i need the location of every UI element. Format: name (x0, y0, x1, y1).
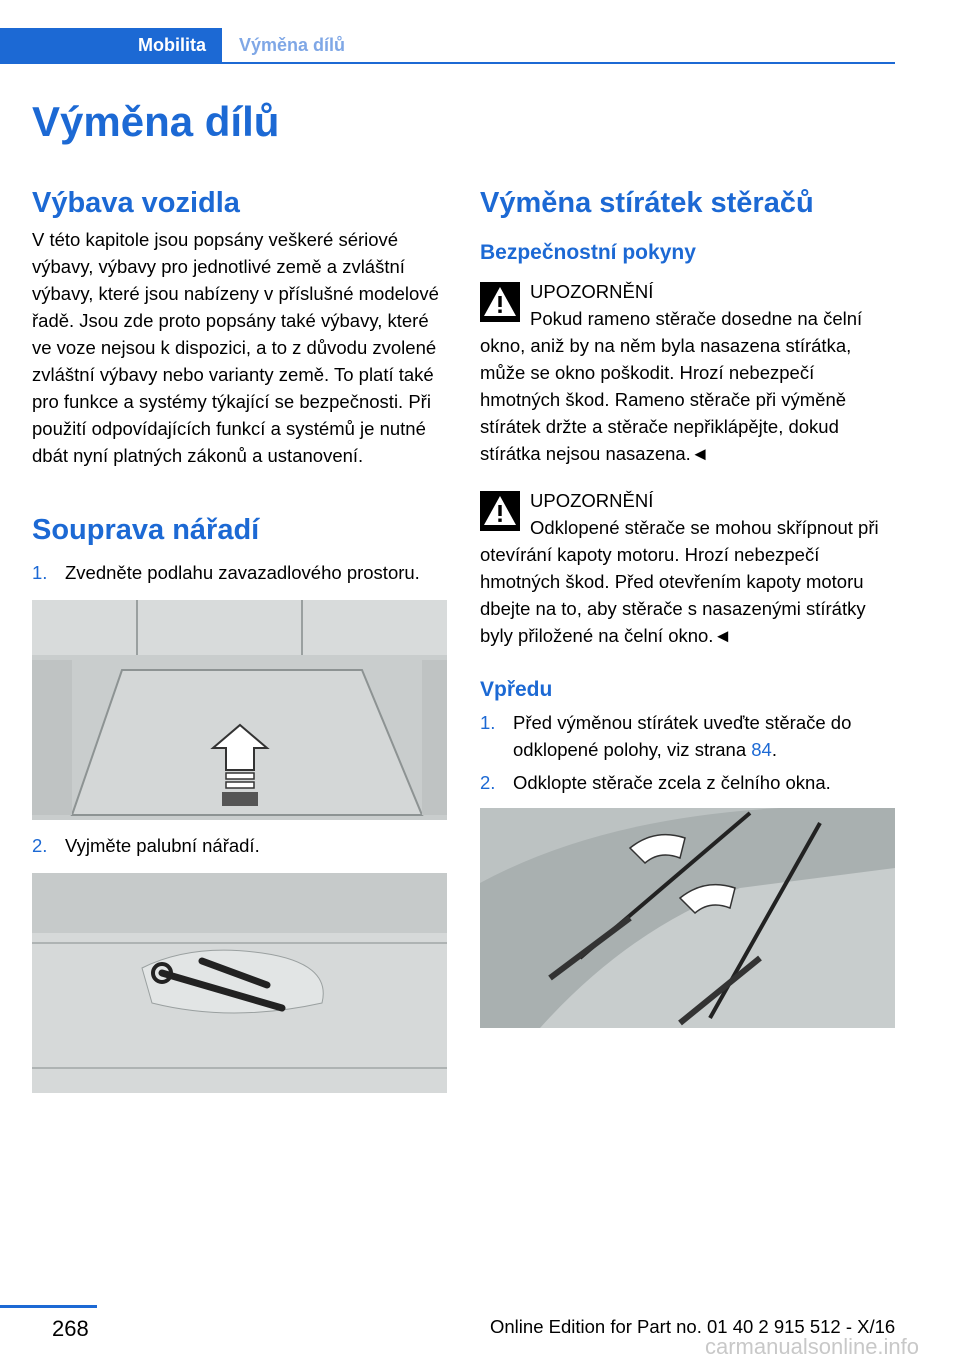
step-number: 2. (480, 772, 496, 793)
header-tab-mobility[interactable]: Mobilita (0, 28, 222, 62)
edition-text: Online Edition for Part no. 01 40 2 915 512 - X/16 (490, 1316, 896, 1337)
step-number: 1. (480, 712, 496, 733)
warning-label: UPOZORNĚNÍ (530, 281, 654, 302)
warning-icon (480, 282, 520, 322)
list-item (480, 769, 895, 796)
warning-label: UPOZORNĚNÍ (530, 490, 654, 511)
warning-block (480, 278, 895, 467)
trunk-floor-image (32, 600, 447, 820)
toolkit-steps (32, 559, 447, 586)
front-heading: Vpředu (480, 678, 553, 701)
list-item (32, 832, 447, 859)
equipment-heading: Výbava vozidla (32, 187, 240, 219)
warning-text: Odklopené stěrače se mohou skřípnout při otevírání kapoty motoru. Hrozí nebezpečí hmotných škod. Před otevřením kapoty motoru dbejte na to, aby stěrače s nasazenými stírátky byly přiložené na čelní okno.◄ (480, 517, 879, 646)
windshield-wiper-image (480, 808, 895, 1028)
right-column (480, 186, 895, 1040)
watermark: carmanualsonline.info (705, 1334, 920, 1359)
step-text: Vyjměte palubní nářadí. (65, 835, 260, 856)
step-number: 2. (32, 835, 48, 856)
front-steps (480, 709, 895, 796)
step-text: Zvedněte podlahu zavazadlového prostoru. (65, 562, 420, 583)
step-text: Odklopte stěrače zcela z čelního okna. (513, 772, 831, 793)
step-text: Před výměnou stírátek uveďte stěrače do odklopené polohy, viz strana (513, 712, 852, 760)
warning-text: Pokud rameno stěrače dosedne na čelní okno, aniž by na něm byla nasazena stírátka, může se okno poškodit. Hrozí nebezpečí hmotných škod. Rameno stěrače při výměně stírátek držte a stěrače nepřiklápějte, dokud stírátka nejsou nasazena.◄ (480, 308, 863, 464)
header-tab-parts[interactable]: Výměna dílů (239, 35, 346, 55)
warning-block (480, 487, 895, 649)
list-item (32, 559, 447, 586)
warning-icon (480, 491, 520, 531)
page-link[interactable]: 84 (751, 739, 772, 760)
footer-rule (0, 1305, 97, 1308)
list-item (480, 709, 895, 763)
step-number: 1. (32, 562, 48, 583)
safety-heading: Bezpečnostní pokyny (480, 241, 696, 264)
equipment-text: V této kapitole jsou popsány veškeré sériové výbavy, výbavy pro jednotlivé země a zvláštní výbavy, které jsou nabízeny v příslušné modelové řadě. Jsou zde proto popsány také výbavy, které ve voze nejsou k dispozici, a to z důvodu zvolené zvláštní výbavy nebo varianty země. To platí také pro funkce a systémy týkající se bezpečnosti. Při použití odpovídajících funkcí a systémů je nutné dbát nyní platných zákonů a ustanovení. (32, 229, 439, 466)
toolkit-steps-cont (32, 832, 447, 859)
page-title: Výměna dílů (32, 98, 280, 145)
onboard-tools-image (32, 873, 447, 1093)
page-number: 268 (52, 1316, 89, 1341)
step-text-end: . (771, 739, 777, 760)
toolkit-heading: Souprava nářadí (32, 514, 260, 546)
left-column (32, 186, 447, 1105)
wiper-heading: Výměna stírátek stěračů (480, 187, 814, 219)
